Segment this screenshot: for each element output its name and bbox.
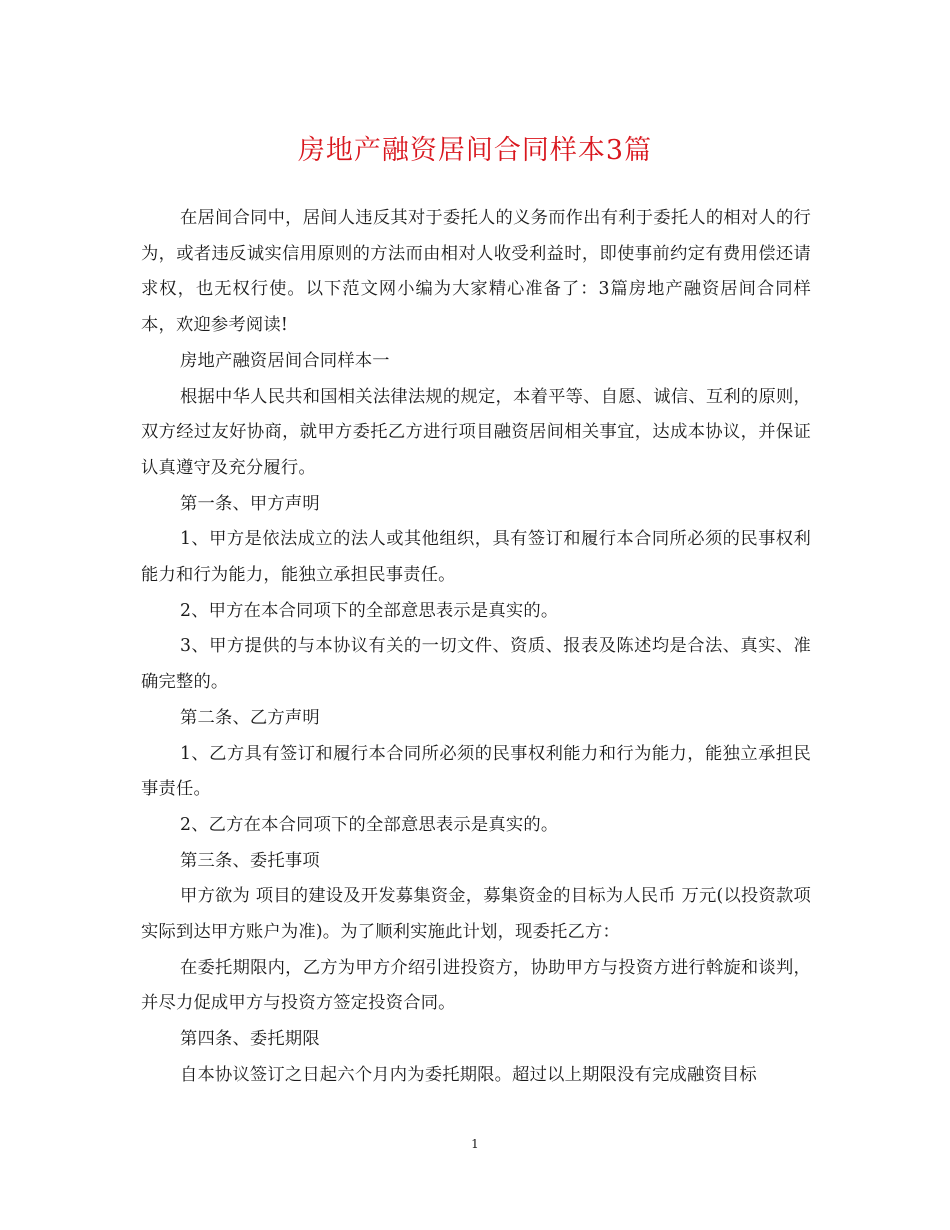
article-heading: 第四条、委托期限 — [180, 1029, 320, 1050]
clause: 在委托期限内，乙方为甲方介绍引进投资方，协助甲方与投资方进行斡旋和谈判，并尽力促成甲方与投资方签定投资合同。 — [141, 957, 811, 1014]
sample-heading: 房地产融资居间合同样本一 — [180, 350, 390, 371]
clause: 2、乙方在本合同项下的全部意思表示是真实的。 — [180, 814, 559, 835]
clause: 1、乙方具有签订和履行本合同所必须的民事权利能力和行为能力，能独立承担民事责任。 — [141, 743, 811, 800]
article-heading: 第二条、乙方声明 — [180, 707, 320, 728]
article-heading: 第一条、甲方声明 — [180, 493, 320, 514]
clause: 2、甲方在本合同项下的全部意思表示是真实的。 — [180, 600, 559, 621]
article-heading: 第三条、委托事项 — [180, 850, 320, 871]
clause: 自本协议签订之日起六个月内为委托期限。超过以上期限没有完成融资目标 — [180, 1064, 757, 1085]
clause: 甲方欲为 项目的建设及开发募集资金，募集资金的目标为人民币 万元(以投资款项实际到达甲方账户为准)。为了顺利实施此计划，现委托乙方： — [141, 886, 811, 943]
paragraph-preamble: 根据中华人民共和国相关法律法规的规定，本着平等、自愿、诚信、互利的原则，双方经过友好协商，就甲方委托乙方进行项目融资居间相关事宜，达成本协议，并保证认真遵守及充分履行。 — [141, 386, 811, 478]
document-title: 房地产融资居间合同样本3篇 — [297, 135, 653, 166]
clause: 3、甲方提供的与本协议有关的一切文件、资质、报表及陈述均是合法、真实、准确完整的。 — [141, 636, 811, 693]
clause: 1、甲方是依法成立的法人或其他组织，具有签订和履行本合同所必须的民事权利能力和行为能力，能独立承担民事责任。 — [141, 529, 811, 586]
paragraph-intro: 在居间合同中，居间人违反其对于委托人的义务而作出有利于委托人的相对人的行为，或者违反诚实信用原则的方法而由相对人收受利益时，即使事前约定有费用偿还请求权，也无权行使。以下范文网小编为大家精心准备了：3篇房地产融资居间合同样本，欢迎参考阅读! — [141, 208, 811, 336]
page-number: 1 — [471, 1137, 479, 1151]
document-body — [141, 201, 811, 1094]
